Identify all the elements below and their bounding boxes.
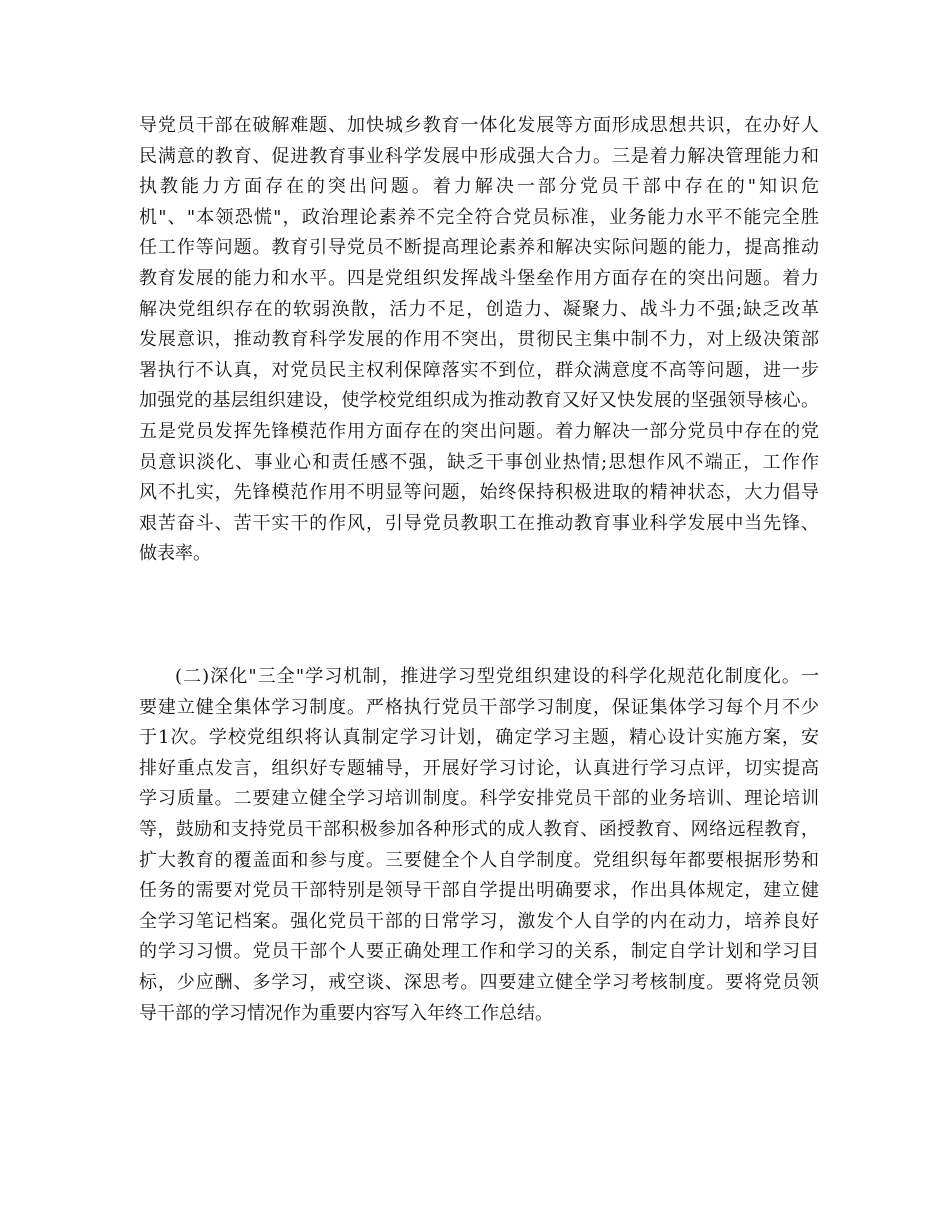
text-line: 员意识淡化、事业心和责任感不强，缺乏干事创业热情;思想作风不端正，工作作 — [139, 451, 819, 473]
text-line: 标，少应酬、多学习，戒空谈、深思考。四要建立健全学习考核制度。要将党员领 — [139, 971, 819, 993]
text-line: 署执行不认真，对党员民主权利保障落实不到位，群众满意度不高等问题，进一步 — [139, 359, 819, 381]
text-line: 风不扎实，先锋模范作用不明显等问题，始终保持积极进取的精神状态，大力倡导 — [139, 482, 819, 504]
text-line: 五是党员发挥先锋模范作用方面存在的突出问题。着力解决一部分党员中存在的党 — [139, 420, 819, 442]
text-line: 艰苦奋斗、苦干实干的作风，引导党员教职工在推动教育事业科学发展中当先锋、 — [139, 512, 819, 534]
text-line: 导党员干部在破解难题、加快城乡教育一体化发展等方面形成思想共识，在办好人 — [139, 115, 819, 136]
text-line: 扩大教育的覆盖面和参与度。三要健全个人自学制度。党组织每年都要根据形势和 — [139, 849, 819, 871]
text-line: 教育发展的能力和水平。四是党组织发挥战斗堡垒作用方面存在的突出问题。着力 — [139, 267, 819, 289]
text-line: 解决党组织存在的软弱涣散，活力不足，创造力、凝聚力、战斗力不强;缺乏改革 — [139, 298, 819, 320]
text-line: 排好重点发言，组织好专题辅导，开展好学习讨论，认真进行学习点评，切实提高 — [139, 757, 819, 779]
paragraph-2 — [139, 662, 819, 1029]
text-line: (二)深化"三全"学习机制，推进学习型党组织建设的科学化规范化制度化。一 — [175, 666, 819, 687]
text-line: 于1次。学校党组织将认真制定学习计划，确定学习主题，精心设计实施方案，安 — [139, 727, 819, 749]
text-line: 执教能力方面存在的突出问题。着力解决一部分党员干部中存在的"知识危 — [139, 176, 819, 198]
text-line: 要建立健全集体学习制度。严格执行党员干部学习制度，保证集体学习每个月不少 — [139, 696, 819, 718]
text-line: 等，鼓励和支持党员干部积极参加各种形式的成人教育、函授教育、网络远程教育， — [139, 818, 819, 840]
text-line: 的学习习惯。党员干部个人要正确处理工作和学习的关系，制定自学计划和学习目 — [139, 941, 819, 963]
text-line: 全学习笔记档案。强化党员干部的日常学习，激发个人自学的内在动力，培养良好 — [139, 910, 819, 932]
text-line: 发展意识，推动教育科学发展的作用不突出，贯彻民主集中制不力，对上级决策部 — [139, 329, 819, 351]
paragraph-1 — [139, 111, 819, 570]
text-line: 学习质量。二要建立健全学习培训制度。科学安排党员干部的业务培训、理论培训 — [139, 788, 819, 810]
text-line: 导干部的学习情况作为重要内容写入年终工作总结。 — [139, 1002, 553, 1024]
text-line: 任务的需要对党员干部特别是领导干部自学提出明确要求，作出具体规定，建立健 — [139, 880, 819, 902]
text-line: 机"、"本领恐慌"，政治理论素养不完全符合党员标准，业务能力水平不能完全胜 — [139, 206, 819, 228]
text-line: 任工作等问题。教育引导党员不断提高理论素养和解决实际问题的能力，提高推动 — [139, 237, 819, 259]
text-line: 民满意的教育、促进教育事业科学发展中形成强大合力。三是着力解决管理能力和 — [139, 145, 819, 167]
text-line: 做表率。 — [139, 543, 211, 565]
text-line: 加强党的基层组织建设，使学校党组织成为推动教育又好又快发展的坚强领导核心。 — [139, 390, 819, 412]
